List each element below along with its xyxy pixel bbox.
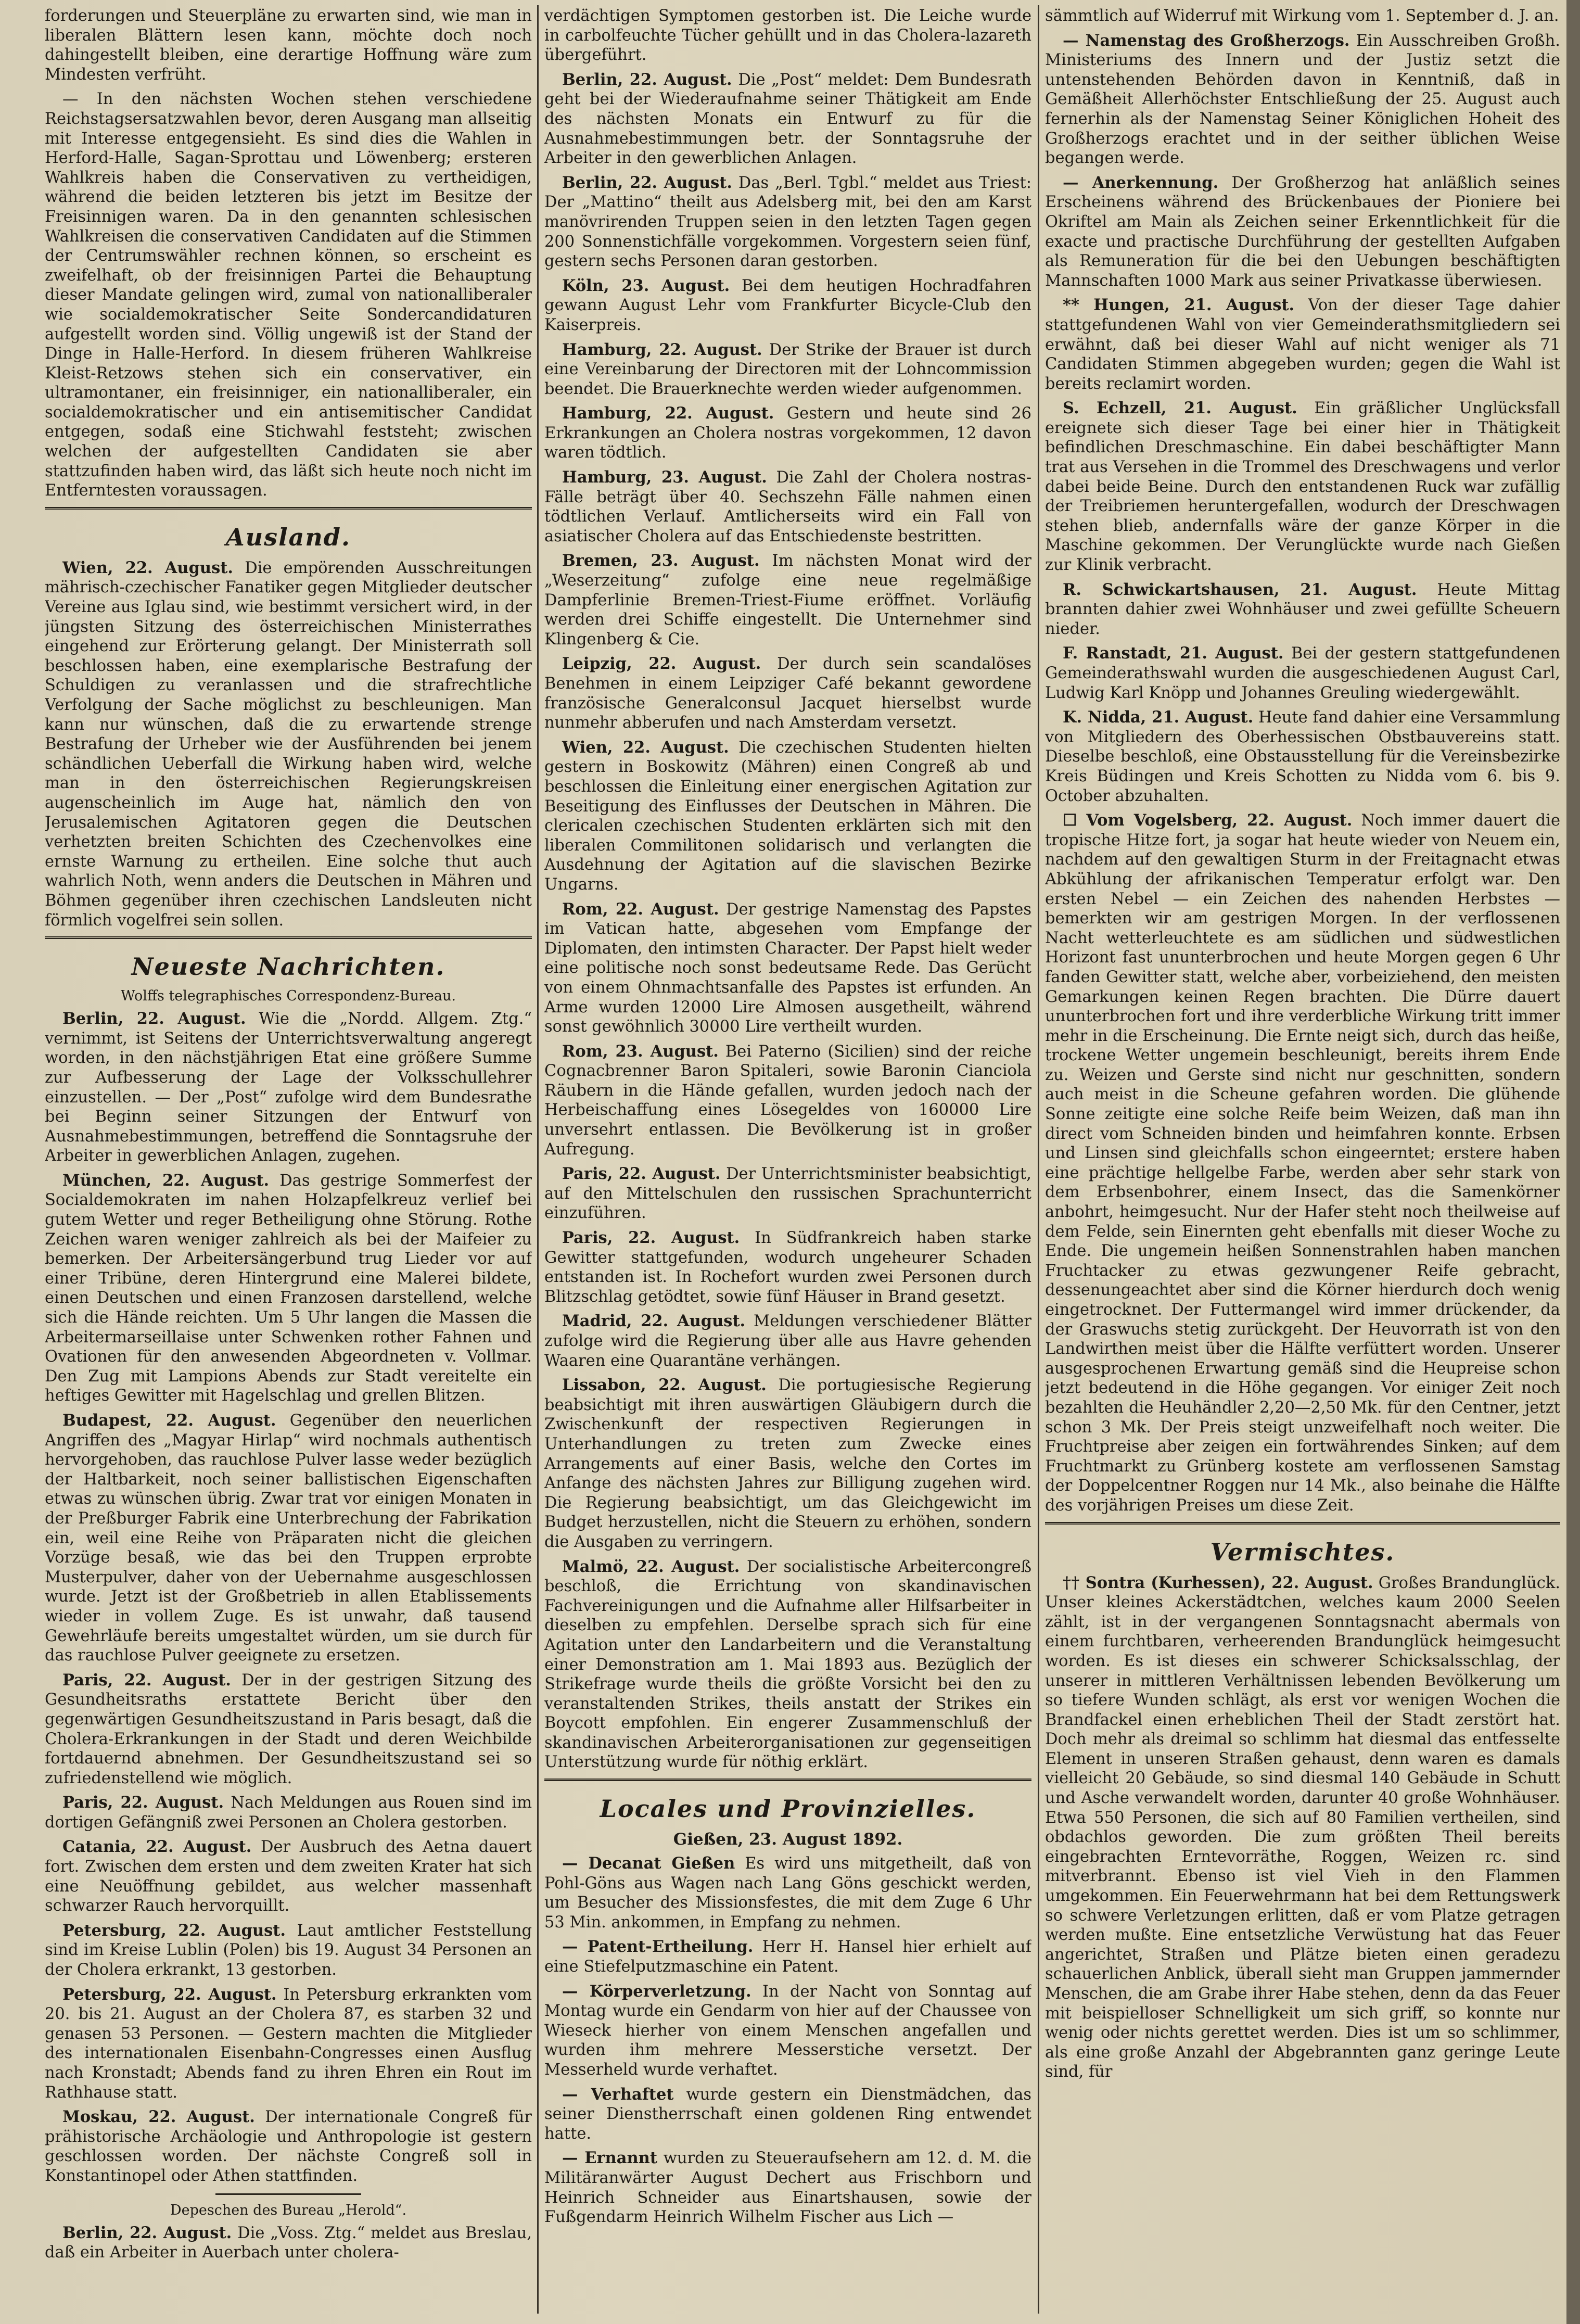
news-item-text: Bei der gestern stattgefundenen Gemeinderathswahl wurden die ausgeschiedenen August Carl, Ludwig Karl Knöpp und Johannes Greuling wiedergewählt. — [1045, 644, 1560, 702]
news-item-text: sämmtlich auf Widerruf mit Wirkung vom 1. September d. J. an. — [1045, 7, 1559, 25]
news-item-text: Der socialistische Arbeitercongreß beschloß, die Errichtung von skandinavischen Fachvereinigungen und die Aufnahme aller Hilfsarbeiter in dieselben zu empfehlen. Derselbe sprach sich für eine Agitation unter den Landarbeitern und die Veranstaltung einer Demonstration am 1. Mai 1893 aus. Bezüglich der Strikefrage wurde theils die größte Vorsicht bei den zu veranstaltenden Strikes, theils anstatt der Strikes ein Boycott empfohlen. Ein engerer Zusammenschluß der skandinavischen Arbeiterorganisationen zur gegenseitigen Unterstützung wurde für nöthig erklärt. — [544, 1557, 1031, 1772]
news-item — [45, 1921, 532, 1980]
news-item-text: Die portugiesische Regierung beabsichtigt mit ihren auswärtigen Gläubigern durch die Zwischenkunft der respectiven Regierungen in Unterhandlungen zu treten zum Zwecke eines Arrangements auf einer Basis, welche den Cortes im Anfange des nächsten Jahres zur Billigung zugehen wird. Die Regierung beabsichtigt, um das Gleichgewicht im Budget herzustellen, nicht die Steuern zu erhöhen, sondern die Ausgaben zu verringern. — [544, 1376, 1031, 1551]
news-item-text: Die Zahl der Cholera nostras-Fälle beträgt über 40. Sechszehn Fälle nahmen einen tödtlichen Verlauf. Amtlicherseits wird ein Fall von asiatischer Cholera auf das Entschiedenste bestritten. — [544, 468, 1031, 545]
column-2 — [544, 6, 1031, 2314]
news-item-dateline: Wien, 22. August. — [62, 558, 233, 577]
news-item-dateline: Hamburg, 22. August. — [562, 340, 762, 359]
column-1 — [45, 6, 532, 2314]
news-item-dateline: — Decanat Gießen — [562, 1854, 735, 1873]
news-item — [1045, 399, 1560, 575]
news-item-text: Gestern und heute sind 26 Erkrankungen an Cholera nostras vorgekommen, 12 davon waren tödtlich. — [544, 404, 1031, 462]
section-divider — [1045, 1522, 1560, 1525]
news-item-dateline: — Namenstag des Großherzogs. — [1063, 31, 1350, 50]
news-item-dateline: S. Echzell, 21. August. — [1063, 399, 1297, 418]
news-item-dateline: R. Schwickartshausen, 21. August. — [1063, 580, 1417, 599]
news-item-text: Die empörenden Ausschreitungen mährisch-czechischer Fanatiker gegen Mitglieder deutscher Vereine aus Iglau sind, wie bestimmt versichert wird, in der jüngsten Sitzung des österreichischen Ministerrathes eingehend zur Erörterung gelangt. Der Ministerrath soll beschlossen haben, eine exemplarische Bestrafung der Schuldigen zu veranlassen und die strafrechtliche Verfolgung der Sache möglichst zu beschleunigen. Man kann nur wünschen, daß die zu erwartende strenge Bestrafung der Urheber wie der Ausführenden bei jenem schändlichen Ueberfall die Wirkung haben wird, welche man in den österreichischen Regierungskreisen augenscheinlich im Auge hat, nämlich den von Jerusalemischen Agitatoren gegen die Deutschen verhetzten breiten Schichten des Czechenvolkes eine ernste Warnung zu ertheilen. Eine solche thut auch wahrlich Noth, wenn anders die Deutschen in Mähren und Böhmen gegenüber ihren czechischen Landsleuten nicht förmlich vogelfrei sein sollen. — [45, 558, 532, 930]
news-item-dateline: F. Ranstadt, 21. August. — [1063, 644, 1284, 663]
news-item-text: Heute Mittag brannten dahier zwei Wohnhäuser und zwei gefüllte Scheuern nieder. — [1045, 580, 1560, 638]
vermischtes-list — [1045, 1573, 1560, 2082]
page-edge — [1566, 0, 1580, 2324]
news-item-dateline: Catania, 22. August. — [62, 1837, 252, 1857]
news-item-dateline: Hamburg, 22. August. — [562, 404, 774, 423]
news-item — [544, 173, 1031, 271]
news-item — [544, 1854, 1031, 1932]
article-reichstagswahlen: — In den nächsten Wochen stehen verschiedene Reichstagsersatzwahlen bevor, deren Ausgang man allseitig mit Interesse entgegensieht. Es sind dies die Wahlen in Herford-Halle, Sagan-Sprottau und Löwenberg; ersteren Wahlkreis haben die Conservativen zu vertheidigen, während die beiden letzteren bis jetzt im Besitze der Freisinnigen waren. Da in den genannten schlesischen Wahlkreisen die conservativen Candidaten auf die Stimmen der Centrumswähler rechnen können, so erscheint es zweifelhaft, ob der freisinnigen Partei die Behauptung dieser Mandate gelingen wird, zumal von nationalliberaler wie socialdemokratischer Seite Sondercandidaturen aufgestellt worden sind. Völlig ungewiß ist der Stand der Dinge in Halle-Herford. In diesem früheren Wahlkreise Kleist-Retzows stehen sich ein conservativer, ein ultramontaner, ein freisinniger, ein nationalliberaler, ein socialdemokratischer und ein antisemitischer Candidat entgegen, sodaß eine Stichwahl feststeht; zwischen welchen der aufgestellten Candidaten sie aber stattzufinden haben wird, das läßt sich heute noch nicht im Entferntesten voraussagen. — [45, 90, 532, 500]
news-item-text: wurden zu Steueraufsehern am 12. d. M. die Militäranwärter August Dechert aus Frischborn und Heinrich Schneider aus Einartshausen, sowie der Fußgendarm Heinrich Wilhelm Fischer aus Lich — — [544, 2149, 1031, 2227]
news-item-text: Nach Meldungen aus Rouen sind im dortigen Gefängniß zwei Personen an Cholera gestorben. — [45, 1794, 532, 1832]
news-item-text: Der durch sein scandalöses Benehmen in einem Leipziger Café bekannt gewordene französische Generalconsul Jacquet hierselbst wurde nunmehr abberufen und nach Amsterdam versetzt. — [544, 655, 1031, 732]
news-item-text: Großes Brandunglück. Unser kleines Ackerstädtchen, welches kaum 2000 Seelen zählt, ist in der vergangenen Sonntagsnacht abermals von einem furchtbaren, verheerenden Brandunglück heimgesucht worden. Es ist dieses ein schwerer Schicksalsschlag, der unserer in mittleren Verhältnissen lebenden Bevölkerung um so tiefere Wunden schlägt, als erst vor wenigen Wochen die Brandfackel einen erheblichen Theil der Stadt zerstört hat. Doch mehr als dreimal so schlimm hat diesmal das entfesselte Element in unseren Straßen gehaust, denn waren es damals vielleicht 20 Gebäude, so sind diesmal 140 Gebäude in Schutt und Asche verwandelt worden, darunter 40 große Wohnhäuser. Etwa 550 Personen, die sich auf 80 Familien vertheilen, sind obdachlos geworden. Die zum größten Theil bereits eingebrachten Erntevorräthe, Roggen, Weizen rc. sind mitverbrannt. Ebenso ist viel Vieh in den Flammen umgekommen. Ein Feuerwehrmann hat bei dem Rettungswerk so schwere Verletzungen erlitten, daß er vom Platze getragen werden mußte. Eine entsetzliche Verwüstung hat das Feuer angerichtet, Straßen und Plätze bieten einen geradezu schauerlichen Anblick, überall sieht man Gruppen jammernder Menschen, die am Grabe ihrer Habe stehen, denn da das Feuer mit beispielloser Schnelligkeit um sich griff, so konnte nur wenig oder nichts gerettet werden. Dies ist um so schlimmer, als eine große Anzahl der Abgebrannten ganz geringe Leute sind, für — [1045, 1573, 1560, 2081]
article-text: forderungen und Steuerpläne zu erwarten sind, wie man in liberalen Blättern lesen kann, möchte doch noch dahingestellt bleiben, eine derartige Hoffnung wäre zum Mindesten verfrüht. — [45, 7, 532, 84]
news-item-dateline: Paris, 22. August. — [562, 1164, 721, 1184]
news-item — [45, 1009, 532, 1166]
news-item-dateline: Berlin, 22. August. — [62, 2223, 232, 2242]
news-item-dateline: Petersburg, 22. August. — [62, 1921, 286, 1940]
news-item-text: Von der dieser Tage dahier stattgefundenen Wahl von vier Gemeinderathsmitgliedern sei erwähnt, daß bei dieser Wahl auf nicht weniger als 71 Candidaten Stimmen abgegeben wurden; gegen die Wahl ist bereits reclamirt worden. — [1045, 296, 1560, 393]
news-item — [1045, 708, 1560, 806]
news-item — [45, 1671, 532, 1788]
news-item — [45, 1171, 532, 1406]
news-item-dateline: Paris, 22. August. — [62, 1793, 224, 1812]
news-item-text: Der Großherzog hat anläßlich seines Erscheinens während des Brückenbaues der Pioniere bei Okriftel am Main als Zeichen seiner Erkenntlichkeit für die exacte und practische Durchführung der gestellten Aufgaben als Remuneration für die bei den Uebungen beschäftigten Mannschaften 1000 Mark aus seiner Privatkasse überwiesen. — [1045, 173, 1560, 290]
news-item — [1045, 31, 1560, 168]
provincial-list — [1045, 6, 1560, 1516]
news-item-text: Wie die „Nordd. Allgem. Ztg.“ vernimmt, ist Seitens der Unterrichtsverwaltung angeregt worden, in den nächstjährigen Etat eine größere Summe zur Aufbesserung der Lage der Volksschullehrer einzustellen. — Der „Post“ zufolge wird dem Bundesrathe bei Beginn seiner Sitzungen der Entwurf von Ausnahmebestimmungen, betreffend die Sonntagsruhe der Arbeiter in gewerblichen Anlagen, zugehen. — [45, 1010, 532, 1165]
news-item-text: Ein gräßlicher Unglücksfall ereignete sich dieser Tage bei einer hier in Thätigkeit befindlichen Dreschmaschine. Ein dabei beschäftigter Mann trat aus Versehen in die Trommel des Dreschwagens und verlor dabei beide Beine. Durch den entstandenen Ruck war zufällig der Treibriemen heruntergefallen, wodurch der Dreschwagen stehen blieb, andernfalls wäre der ganze Körper in die Maschine gekommen. Der Verunglückte wurde nach Gießen zur Klinik verbracht. — [1045, 399, 1560, 575]
news-item — [544, 900, 1031, 1037]
news-item-text: Es wird uns mitgetheilt, daß von Pohl-Göns aus Wagen nach Lang Göns geschickt werden, um Besucher des Missionsfestes, die mit dem Zuge 6 Uhr 53 Min. ankommen, in Empfang zu nehmen. — [544, 1855, 1031, 1932]
news-item-dateline: Lissabon, 22. August. — [562, 1376, 767, 1395]
news-item — [544, 1982, 1031, 2080]
news-item — [544, 654, 1031, 732]
news-item — [1045, 644, 1560, 703]
section-heading-neueste: Neueste Nachrichten. — [131, 953, 445, 981]
section-divider — [544, 1779, 1031, 1781]
news-item — [544, 6, 1031, 65]
news-item-text: Der Unterrichtsminister beabsichtigt, auf den Mittelschulen den russischen Sprachunterricht einzuführen. — [544, 1165, 1031, 1223]
news-item-dateline: — Verhaftet — [562, 2085, 674, 2104]
section-heading-ausland: Ausland. — [226, 523, 351, 551]
news-item-text: Im nächsten Monat wird der „Weserzeitung“ zufolge eine neue regelmäßige Dampferlinie Bremen-Triest-Fiume eröffnet. Vorläufig werden drei Schiffe eingestellt. Die Unternehmer sind Klingenberg & Cie. — [544, 552, 1031, 649]
news-item-text: Noch immer dauert die tropische Hitze fort, ja sogar hat heute wieder von Neuem ein, nachdem auf den gewaltigen Sturm in der Freitagnacht etwas Abkühlung der afrikanischen Temperatur erfolgt war. Den ersten Nebel — ein Zeichen des nahenden Herbstes — bemerkten wir am gestrigen Morgen. In der verflossenen Nacht wetterleuchtete es am südlichen und südwestlichen Horizont fast ununterbrochen und heute Morgen gegen 6 Uhr fanden Gewitter statt, welche aber, vorbeiziehend, den meisten Gemarkungen keinen Regen brachten. Die Dürre dauert ununterbrochen fort und ihre verderbliche Wirkung tritt immer mehr in die Erscheinung. Die Ernte neigt sich, durch das heiße, trockene Wetter ungemein beschleunigt, bereits ihrem Ende zu. Weizen und Gerste sind nicht nur geschnitten, sondern auch meist in die Scheune gefahren worden. Die glühende Sonne zeitigte eine solche Reife beim Weizen, daß man ihn direct vom Schneiden binden und heimfahren konnte. Erbsen und Linsen sind gleichfalls schon eingeerntet; erstere haben eine prächtige hellgelbe Farbe, werden aber sehr stark von dem Erbsenbohrer, einem Insect, das die Samenkörner anbohrt, heimgesucht. Nur der Hafer steht noch theilweise auf dem Felde, sein Einernten geht ebenfalls mit dieser Woche zu Ende. Die ungemein heißen Sonnenstrahlen haben manchen Fruchtacker zu etwas gezwungener Reife gebracht, dessenungeachtet aber sind die Körner hierdurch doch wenig eingetrocknet. Der Futtermangel wird immer drückender, da der Graswuchs stetig zurückgeht. Der Heuvorrath ist von den Landwirthen meist über die Hälfte verfüttert worden. Unserer ausgesprochenen Erwartung gemäß sind die Heupreise schon jetzt bedeutend in die Höhe gegangen. Vor einiger Zeit noch bezahlten die Heuhändler 2,20—2,50 Mk. für den Centner, jetzt schon 3 Mk. Der Preis steigt unzweifelhaft noch weiter. Die Fruchtpreise aber zeigen ein fortwährendes Sinken; auf dem Fruchtmarkt zu Grünberg kostete am verflossenen Samstag der Doppelcentner Roggen nur 14 Mk., also beinahe die Hälfte des vorjährigen Preises um diese Zeit. — [1045, 811, 1560, 1515]
news-item-dateline: ☐ Vom Vogelsberg, 22. August. — [1063, 811, 1353, 830]
news-item-text: Die czechischen Studenten hielten gestern in Boskowitz (Mähren) einen Congreß ab und beschlossen die Einleitung einer energischen Agitation zur Beseitigung des Einflusses der Deutschen in Mähren. Die clericalen czechischen Studenten erklärten sich mit den liberalen Commilitonen solidarisch und verlangten die Ausdehnung der Agitation auf die slavischen Bezirke Ungarns. — [544, 738, 1031, 894]
news-item — [45, 558, 532, 930]
news-item-text: Bei Paterno (Sicilien) sind der reiche Cognacbrenner Baron Spitaleri, sowie Baronin Cianciola Räubern in die Hände gefallen, wurden jedoch nach der Herbeischaffung eines Lösegeldes von 160000 Lire unversehrt entlassen. Die Bevölkerung ist in großer Aufregung. — [544, 1042, 1031, 1159]
news-item-text: Ein Ausschreiben Großh. Ministeriums des Innern und der Justiz setzt die untenstehenden Behörden davon in Kenntniß, daß in Gemäßheit Allerhöchster Entschließung der 25. August auch fernerhin als der Namenstag Seiner Königlichen Hoheit des Großherzogs erachtet und in der seither üblichen Weise begangen werde. — [1045, 31, 1560, 168]
news-item-dateline: Leipzig, 22. August. — [562, 654, 761, 674]
section-heading-vermischtes: Vermischtes. — [1210, 1538, 1395, 1566]
ausland-list — [45, 558, 532, 930]
neueste-list — [45, 1009, 532, 2186]
news-item-dateline: K. Nidda, 21. August. — [1063, 708, 1254, 727]
news-item — [45, 1411, 532, 1666]
news-item-dateline: Moskau, 22. August. — [62, 2107, 255, 2127]
news-item-dateline: Wien, 22. August. — [562, 738, 729, 757]
news-item-dateline: Paris, 22. August. — [562, 1228, 740, 1248]
news-item — [544, 70, 1031, 168]
news-item — [544, 1557, 1031, 1773]
news-item — [1045, 173, 1560, 291]
news-item — [544, 2149, 1031, 2227]
news-item — [1045, 811, 1560, 1515]
news-item-text: wurde gestern ein Dienstmädchen, das seiner Dienstherrschaft einen goldenen Ring entwendet hatte. — [544, 2085, 1031, 2143]
news-item-dateline: ** Hungen, 21. August. — [1063, 296, 1295, 315]
news-item-text: Laut amtlicher Feststellung sind im Kreise Lublin (Polen) bis 19. August 34 Personen an der Cholera erkrankt, 13 gestorben. — [45, 1921, 532, 1979]
news-item-dateline: — Körperverletzung. — [562, 1982, 751, 2001]
news-item — [544, 1164, 1031, 1223]
section-heading-locales: Locales und Provinzielles. — [600, 1795, 976, 1823]
news-item-dateline: Berlin, 22. August. — [562, 70, 732, 89]
column-3 — [1045, 6, 1560, 2314]
news-item — [544, 1937, 1031, 1976]
news-item-dateline: Paris, 22. August. — [62, 1670, 231, 1690]
news-item — [45, 1837, 532, 1915]
news-item-dateline: Rom, 22. August. — [562, 899, 719, 919]
news-item — [45, 1793, 532, 1832]
news-item-dateline: Madrid, 22. August. — [562, 1312, 746, 1331]
news-item-text: Das gestrige Sommerfest der Socialdemokraten im nahen Holzapfelkreuz verlief bei gutem Wetter und reger Betheiligung ohne Störung. Rothe Zeichen waren weniger zahlreich als bei der Maifeier zu bemerken. Der Arbeitersängerbund trug Lieder vor auf einer Tribüne, deren Hintergrund eine Malerei bildete, einen Deutschen und einen Franzosen darstellend, welche sich die Hände reichten. Um 5 Uhr langen die Massen die Arbeitermarseillaise unter Schwenken rother Fahnen und Ovationen für den anwesenden Abgeordneten v. Vollmar. Den Zug mit Lampions Abends zur Stadt vereitelte ein heftiges Gewitter mit Hagelschlag und grellen Blitzen. — [45, 1171, 532, 1405]
news-item-dateline: Köln, 23. August. — [562, 276, 730, 295]
news-item-text: verdächtigen Symptomen gestorben ist. Die Leiche wurde in carbolfeuchte Tücher gehüllt und in das Cholera-lazareth übergeführt. — [544, 7, 1031, 65]
news-item-dateline: Rom, 23. August. — [562, 1042, 719, 1061]
news-item-text: Der in der gestrigen Sitzung des Gesundheitsraths erstattete Bericht über den gegenwärtigen Gesundheitszustand in Paris besagt, daß die Cholera-Erkrankungen in der Stadt und deren Weichbilde fortdauernd abnehmen. Der Gesundheitszustand sei so zufriedenstellend wie möglich. — [45, 1671, 532, 1787]
news-item — [544, 738, 1031, 895]
news-item-text: Die „Voss. Ztg.“ meldet aus Breslau, daß ein Arbeiter in Auerbach unter cholera- — [45, 2224, 532, 2262]
news-item — [544, 1228, 1031, 1306]
news-item-dateline: — Ernannt — [562, 2149, 657, 2168]
news-item-dateline: Hamburg, 23. August. — [562, 468, 767, 487]
news-item-dateline: †† Sontra (Kurhessen), 22. August. — [1063, 1573, 1373, 1592]
news-item — [544, 468, 1031, 546]
news-item-text: Heute fand dahier eine Versammlung von Mitgliedern des Oberhessischen Obstbauvereins statt. Dieselbe beschloß, eine Obstausstellung für die Vereinsbezirke Kreis Büdingen und Kreis Schotten zu Nidda vom 6. bis 9. October abzuhalten. — [1045, 708, 1560, 805]
section-divider — [45, 936, 532, 939]
column-rule — [1038, 5, 1039, 2314]
news-item — [544, 276, 1031, 335]
news-item — [45, 2107, 532, 2186]
news-item-dateline: Malmö, 22. August. — [562, 1557, 740, 1576]
news-item-dateline: Budapest, 22. August. — [62, 1411, 276, 1430]
news-item-text: In Südfrankreich haben starke Gewitter stattgefunden, wodurch ungeheurer Schaden entstanden ist. In Rochefort wurden zwei Personen durch Blitzschlag getödtet, sowie fünf Häuser in Brand gesetzt. — [544, 1229, 1031, 1306]
news-item — [45, 2224, 532, 2263]
dateline: Gießen, 23. August 1892. — [673, 1830, 903, 1849]
news-item-dateline: Berlin, 22. August. — [62, 1009, 246, 1028]
news-item — [544, 404, 1031, 463]
subheading-herold: Depeschen des Bureau „Herold“. — [170, 2202, 407, 2218]
news-item-text: Herr H. Hansel hier erhielt auf eine Stiefelputzmaschine ein Patent. — [544, 1938, 1031, 1976]
locales-list — [544, 1854, 1031, 2227]
news-item — [544, 551, 1031, 649]
herold-list — [45, 2224, 532, 2263]
news-item-dateline: — Patent-Ertheilung. — [562, 1937, 754, 1957]
news-item-dateline: Berlin, 22. August. — [562, 173, 733, 192]
news-item — [45, 1985, 532, 2103]
telegram-list — [544, 6, 1031, 1772]
news-item-text: Der Strike der Brauer ist durch eine Vereinbarung der Directoren mit der Lohncommission beendet. Die Brauerknechte werden wieder aufgenommen. — [544, 340, 1031, 398]
news-item-text: Der Ausbruch des Aetna dauert fort. Zwischen dem ersten und dem zweiten Krater hat sich eine Neuöffnung gebildet, aus welcher massenhaft schwarzer Rauch hervorquillt. — [45, 1838, 532, 1915]
news-item — [544, 340, 1031, 399]
news-item-dateline: — Anerkennung. — [1063, 173, 1219, 192]
news-item — [1045, 1573, 1560, 2082]
news-item-text: Bei dem heutigen Hochradfahren gewann August Lehr vom Frankfurter Bicycle-Club den Kaiserpreis. — [544, 276, 1031, 334]
column-rule — [537, 5, 539, 2314]
news-item-text: In Petersburg erkrankten vom 20. bis 21. August an der Cholera 87, es starben 32 und genasen 53 Personen. — Gestern machten die Mitglieder des internationalen Eisenbahn-Congresses einen Ausflug nach Kronstadt; Abends fand zu ihren Ehren ein Rout im Rathhause statt. — [45, 1985, 532, 2102]
subheading-wolff: Wolffs telegraphisches Correspondenz-Bureau. — [121, 988, 456, 1005]
news-item — [1045, 296, 1560, 393]
news-item — [544, 1312, 1031, 1370]
news-item-text: Gegenüber den neuerlichen Angriffen des „Magyar Hirlap“ wird nochmals authentisch hervorgehoben, das rauchlose Pulver lasse weder bezüglich der Haltbarkeit, noch seiner ballistischen Eigenschaften etwas zu wünschen übrig. Zwar trat vor einigen Monaten in der Preßburger Fabrik eine Unterbrechung der Fabrikation ein, weil eine Reihe von Präparaten nicht die gleichen Vorzüge besaß, wie das bei den Truppen erprobte Musterpulver, daher von der Uebernahme ausgeschlossen wurde. Jetzt ist der Großbetrieb in allen Etablissements wieder in vollem Zuge. Es ist unwahr, daß tausend Gewehrläufe bereits umgestaltet würden, um sie durch für das rauchlose Pulver geeignete zu ersetzen. — [45, 1412, 532, 1665]
news-item-text: Meldungen verschiedener Blätter zufolge wird die Regierung über alle aus Havre gehenden Waaren eine Quarantäne verhängen. — [544, 1312, 1031, 1370]
news-item-text: Die „Post“ meldet: Dem Bundesrath geht bei der Wiederaufnahme seiner Thätigkeit am Ende des nächsten Monats ein Entwurf zu für die Ausnahmebestimmungen betr. der Sonntagsruhe der Arbeiter in den gewerblichen Anlagen. — [544, 70, 1031, 168]
news-item — [544, 1042, 1031, 1160]
news-item-dateline: München, 22. August. — [62, 1171, 270, 1190]
news-item-text: Der internationale Congreß für prähistorische Archäologie und Anthropologie ist gestern geschlossen worden. Der nächste Congreß soll in Konstantinopel oder Athen stattfinden. — [45, 2108, 532, 2185]
news-item-text: Das „Berl. Tgbl.“ meldet aus Triest: Der „Mattino“ theilt aus Adelsberg mit, bei den am Karst manövrirenden Truppen seien in den letzten Tagen gegen 200 Sonnenstichfälle vorgekommen. Vorgestern seien fünf, gestern sechs Personen daran gestorben. — [544, 173, 1031, 271]
section-divider — [45, 507, 532, 510]
news-item — [544, 1376, 1031, 1552]
news-item-text: Der gestrige Namenstag des Papstes im Vatican hatte, abgesehen vom Empfange der Diplomaten, den intimsten Character. Der Papst hielt weder eine politische noch sonst bedeutsame Rede. Das Gerücht von einem Ohnmachtsanfalle des Papstes ist erfunden. An Arme wurden 12000 Lire Almosen ausgetheilt, während sonst gewöhnlich 30000 Lire vertheilt wurden. — [544, 900, 1031, 1036]
news-item — [544, 2085, 1031, 2144]
news-item — [1045, 580, 1560, 639]
news-item-text: In der Nacht von Sonntag auf Montag wurde ein Gendarm von hier auf der Chaussee von Wieseck hierher von einem Menschen angefallen und wurden ihm mehrere Messerstiche versetzt. Der Messerheld wurde verhaftet. — [544, 1982, 1031, 2079]
news-item-dateline: Petersburg, 22. August. — [62, 1985, 277, 2004]
divider — [215, 2193, 362, 2195]
news-item-dateline: Bremen, 23. August. — [562, 551, 760, 570]
news-item — [1045, 6, 1560, 26]
